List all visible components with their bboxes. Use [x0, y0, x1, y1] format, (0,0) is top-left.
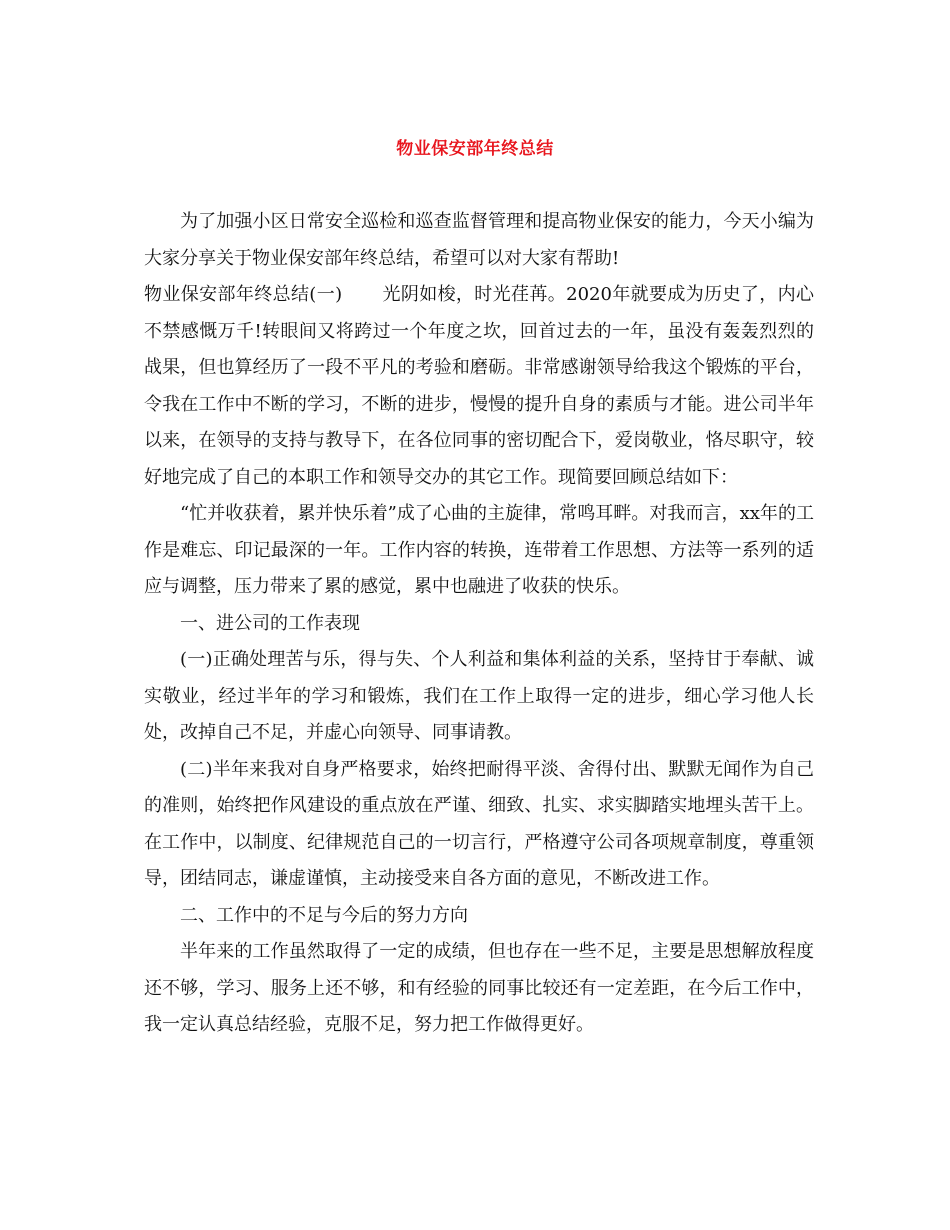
document-body — [144, 204, 814, 1044]
performance-point-one: (一)正确处理苦与乐，得与失、个人利益和集体利益的关系，坚持甘于奉献、诚实敬业，经过半年的学习和锻炼，我们在工作上取得一定的进步，细心学习他人长处，改掉自己不足，并虚心向领导、同事请教。 — [144, 649, 814, 743]
performance-point-two: (二)半年来我对自身严格要求，始终把耐得平淡、舍得付出、默默无闻作为自己的准则，始终把作风建设的重点放在严谨、细致、扎实、求实脚踏实地埋头苦干上。在工作中，以制度、纪律规范自己的一切言行，严格遵守公司各项规章制度，尊重领导，团结同志，谦虚谨慎，主动接受来自各方面的意见，不断改进工作。 — [144, 758, 814, 889]
intro-paragraph: 为了加强小区日常安全巡检和巡查监督管理和提高物业保安的能力，今天小编为大家分享关于物业保安部年终总结，希望可以对大家有帮助! — [144, 211, 814, 269]
section-heading-shortcomings: 二、工作中的不足与今后的努力方向 — [180, 904, 468, 926]
section-heading-performance: 一、进公司的工作表现 — [180, 612, 360, 634]
motto-paragraph: “忙并收获着，累并快乐着”成了心曲的主旋律，常鸣耳畔。对我而言，xx年的工作是难忘、印记最深的一年。工作内容的转换，连带着工作思想、方法等一系列的适应与调整，压力带来了累的感觉，累中也融进了收获的快乐。 — [144, 503, 814, 597]
summary-one-paragraph — [144, 277, 814, 496]
summary-one-text: 光阴如梭，时光荏苒。2020年就要成为历史了，内心不禁感慨万千!转眼间又将跨过一个年度之坎，回首过去的一年，虽没有轰轰烈烈的战果，但也算经历了一段不平凡的考验和磨砺。非常感谢领导给我这个锻炼的平台，令我在工作中不断的学习，不断的进步，慢慢的提升自身的素质与才能。进公司半年以来，在领导的支持与教导下，在各位同事的密切配合下，爱岗敬业，恪尽职守，较好地完成了自己的本职工作和领导交办的其它工作。现简要回顾总结如下： — [144, 284, 814, 488]
document-title: 物业保安部年终总结 — [396, 139, 554, 159]
shortcomings-paragraph: 半年来的工作虽然取得了一定的成绩，但也存在一些不足，主要是思想解放程度还不够，学习、服务上还不够，和有经验的同事比较还有一定差距，在今后工作中，我一定认真总结经验，克服不足，努力把工作做得更好。 — [144, 941, 814, 1035]
summary-one-heading: 物业保安部年终总结(一) — [144, 284, 343, 305]
